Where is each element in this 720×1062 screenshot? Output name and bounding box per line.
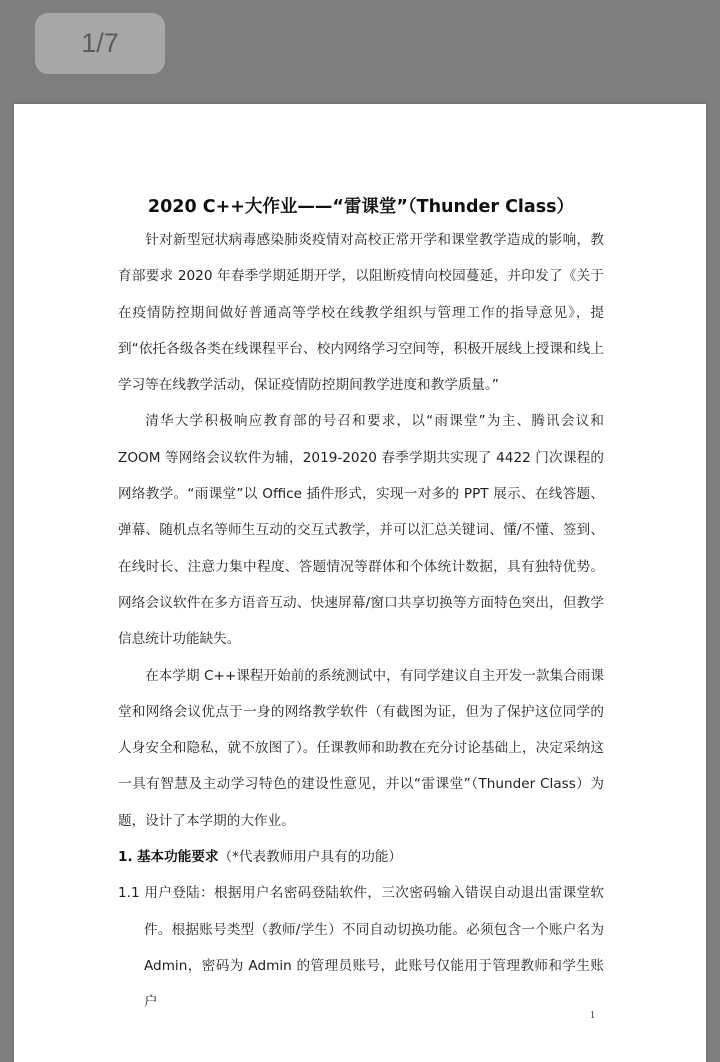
subsection-login xyxy=(118,875,604,1020)
document-title: 2020 C++大作业——“雷课堂”（Thunder Class） xyxy=(147,197,575,217)
section-name: 基本功能要求 xyxy=(136,849,219,866)
section-heading xyxy=(118,839,604,875)
document-page[interactable] xyxy=(14,104,706,1062)
paragraph-intro: 针对新型冠状病毒感染肺炎疫情对高校正常开学和课堂教学造成的影响，教育部要求 2020 年春季学期延期开学，以阻断疫情向校园蔓延，并印发了《关于在疫情防控期间做好普通高等学校在线教学组织与管理工作的指导意见》，提到“依托各级各类在线课程平台、校内网络学习空间等，积极开展线上授课和线上学习等在线教学活动，保证疫情防控期间教学进度和教学质量。” xyxy=(118,232,604,394)
subsection-number: 1.1 xyxy=(118,885,140,902)
subsection-text: 用户登陆：根据用户名密码登陆软件，三次密码输入错误自动退出雷课堂软件。根据账号类型（教师/学生）不同自动切换功能。必须包含一个账户名为 Admin，密码为 Admin 的管理员账号，此账号仅能用于管理教师和学生账户 xyxy=(144,885,604,1011)
section-number: 1. xyxy=(118,849,133,866)
section-note: （*代表教师用户具有的功能） xyxy=(218,849,403,866)
page-number: 1 xyxy=(590,1010,595,1021)
paragraph-project: 在本学期 C++课程开始前的系统测试中，有同学建议自主开发一款集合雨课堂和网络会议优点于一身的网络教学软件（有截图为证，但为了保护这位同学的人身安全和隐私，就不放图了）。任课教师和助教在充分讨论基础上，决定采纳这一具有智慧及主动学习特色的建设性意见，并以“雷课堂”（Thunder Class）为题，设计了本学期的大作业。 xyxy=(118,667,604,829)
paragraph-tsinghua: 清华大学积极响应教育部的号召和要求，以“雨课堂”为主、腾讯会议和 ZOOM 等网络会议软件为辅，2019-2020 春季学期共实现了 4422 门次课程的网络教学。“雨课堂”以 Office 插件形式，实现一对多的 PPT 展示、在线答题、弹幕、随机点名等师生互动的交互式教学，并可以汇总关键词、懂/不懂、签到、在线时长、注意力集中程度、答题情况等群体和个体统计数据，具有独特优势。网络会议软件在多方语音互动、快速屏幕/窗口共享切换等方面特色突出，但教学信息统计功能缺失。 xyxy=(118,413,604,648)
page-content xyxy=(118,192,604,1021)
page-indicator: 1/7 xyxy=(35,13,165,74)
